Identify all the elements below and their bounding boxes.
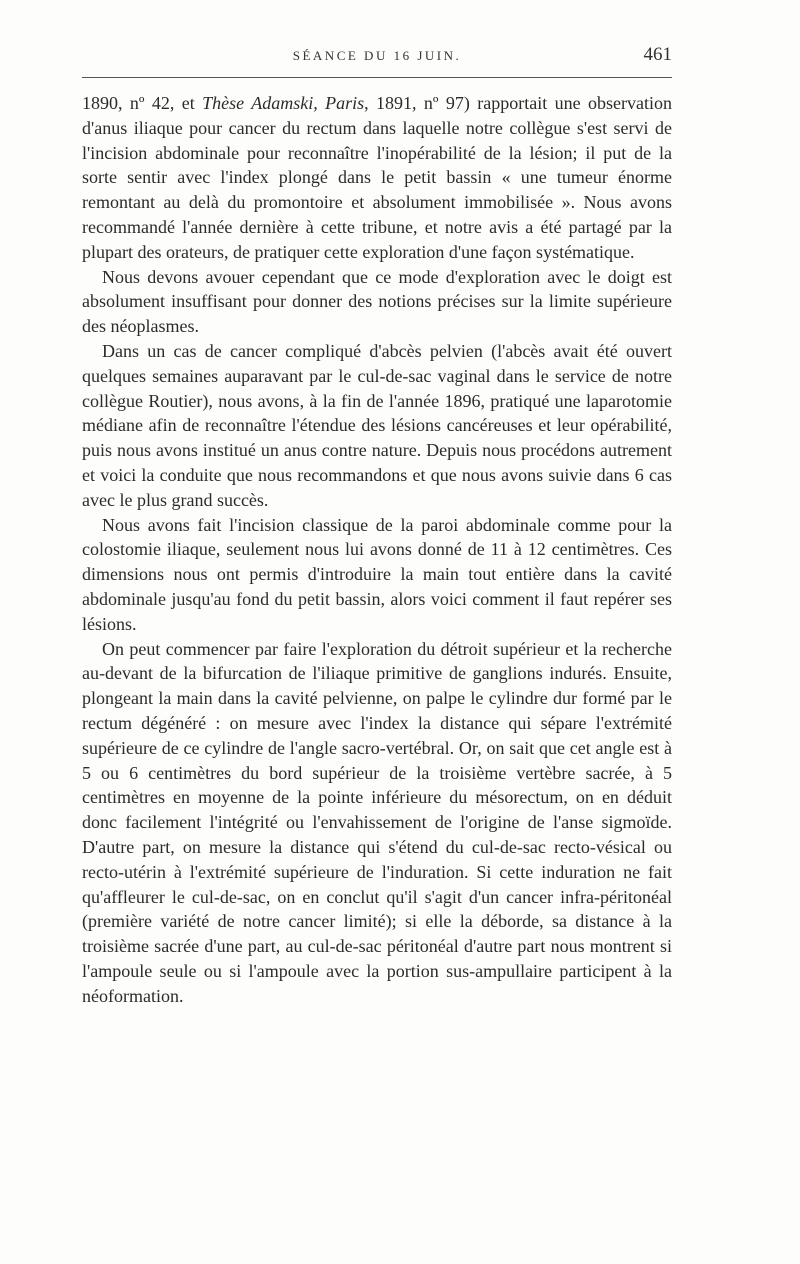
body-text (82, 91, 672, 1008)
text-segment: , 1891, nº 97) rapportait une observation d'anus iliaque pour cancer du rectum dans laquelle notre collègue s'est servi de l'incision abdominale pour reconnaître l'inopérabilité de la lésion; il put de la sorte sentir avec l'index plongé dans le petit bassin « une tumeur énorme remontant au delà du promontoire et absolument immobilisée ». Nous avons recommandé l'année dernière à cette tribune, et notre avis a été partagé par la plupart des orateurs, de pratiquer cette exploration d'une façon systématique. (82, 93, 672, 262)
paragraph: On peut commencer par faire l'exploration du détroit supérieur et la recherche au-devant de la bifurcation de l'iliaque primitive de ganglions indurés. Ensuite, plongeant la main dans la cavité pelvienne, on palpe le cylindre dur formé par le rectum dégénéré : on mesure avec l'index la distance qui sépare l'extrémité supérieure de ce cylindre de l'angle sacro-vertébral. Or, on sait que cet angle est à 5 ou 6 centimètres du bord supérieur de la troisième vertèbre sacrée, à 5 centimètres en moyenne de la pointe inférieure du mésorectum, on en déduit donc facilement l'intégrité ou l'envahissement de l'origine de l'anse sigmoïde. D'autre part, on mesure la distance qui s'étend du cul-de-sac recto-vésical ou recto-utérin à l'extrémité supérieure de l'induration. Si cette induration ne fait qu'affleurer le cul-de-sac, on en conclut qu'il s'agit d'un cancer infra-péritonéal (première variété de notre cancer limité); si elle la déborde, sa distance à la troisième sacrée d'une part, au cul-de-sac péritonéal d'autre part nous montrent si l'ampoule seule ou si l'ampoule avec la portion sus-ampullaire participent à la néoformation. (82, 638, 672, 1006)
running-title: SÉANCE DU 16 JUIN. (292, 48, 462, 63)
paragraph: Nous devons avouer cependant que ce mode d'exploration avec le doigt est absolument insuffisant pour donner des notions précises sur la limite supérieure des néoplasmes. (82, 266, 672, 337)
text-segment: 1890, nº 42, et (82, 93, 203, 113)
citation-italic: Thèse Adamski, Paris (202, 93, 365, 113)
page-number: 461 (643, 44, 672, 65)
running-head (82, 44, 672, 68)
paragraph: Dans un cas de cancer compliqué d'abcès pelvien (l'abcès avait été ouvert quelques semaines auparavant par le cul-de-sac vaginal dans le service de notre collègue Routier), nous avons, à la fin de l'année 1896, pratiqué une laparotomie médiane afin de reconnaître l'étendue des lésions cancéreuses et leur opérabilité, puis nous avons institué un anus contre nature. Depuis nous procédons autrement et voici la conduite que nous recommandons et que nous avons suivie dans 6 cas avec le plus grand succès. (82, 340, 672, 510)
paragraph: Nous avons fait l'incision classique de la paroi abdominale comme pour la colostomie iliaque, seulement nous lui avons donné de 11 à 12 centimètres. Ces dimensions nous ont permis d'introduire la main tout entière dans la cavité abdominale jusqu'au fond du petit bassin, alors voici comment il faut repérer ses lésions. (82, 514, 672, 634)
header-rule (82, 77, 672, 78)
paragraph-continued (82, 91, 672, 265)
